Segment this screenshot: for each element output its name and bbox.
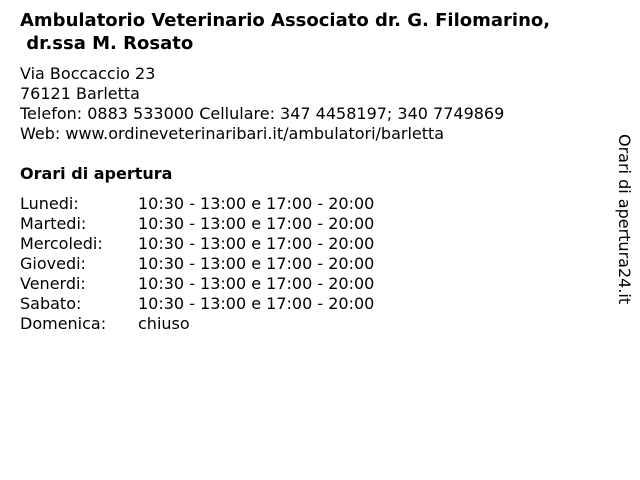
- day-hours: 10:30 - 13:00 e 17:00 - 20:00: [138, 274, 375, 293]
- day-label: Martedi:: [20, 214, 87, 233]
- opening-hours-table: [20, 194, 374, 334]
- hours-row-domenica: [20, 314, 374, 334]
- site-watermark: Orari di apertura24.it: [615, 134, 634, 305]
- day-hours: 10:30 - 13:00 e 17:00 - 20:00: [138, 214, 375, 233]
- hours-row-martedi: [20, 214, 374, 234]
- day-hours: 10:30 - 13:00 e 17:00 - 20:00: [138, 194, 375, 213]
- day-hours: 10:30 - 13:00 e 17:00 - 20:00: [138, 234, 375, 253]
- day-hours: chiuso: [138, 314, 190, 333]
- street-address: Via Boccaccio 23: [20, 64, 156, 83]
- website: Web: www.ordineveterinaribari.it/ambulatori/barletta: [20, 124, 445, 143]
- business-name-line-1: Ambulatorio Veterinario Associato dr. G. Filomarino,: [20, 10, 551, 31]
- day-label: Sabato:: [20, 294, 82, 313]
- postal-city: 76121 Barletta: [20, 84, 140, 103]
- day-label: Mercoledi:: [20, 234, 103, 253]
- address-block: [20, 64, 504, 144]
- hours-row-giovedi: [20, 254, 374, 274]
- day-hours: 10:30 - 13:00 e 17:00 - 20:00: [138, 254, 375, 273]
- phone-numbers: Telefon: 0883 533000 Cellulare: 347 4458197; 340 7749869: [20, 104, 505, 123]
- hours-row-mercoledi: [20, 234, 374, 254]
- day-label: Domenica:: [20, 314, 107, 333]
- hours-row-venerdi: [20, 274, 374, 294]
- hours-row-lunedi: [20, 194, 374, 214]
- business-name: [20, 9, 620, 55]
- opening-hours-heading: Orari di apertura: [20, 164, 173, 183]
- day-label: Lunedi:: [20, 194, 79, 213]
- business-name-line-2: dr.ssa M. Rosato: [20, 33, 194, 54]
- day-label: Giovedi:: [20, 254, 86, 273]
- hours-row-sabato: [20, 294, 374, 314]
- day-hours: 10:30 - 13:00 e 17:00 - 20:00: [138, 294, 375, 313]
- day-label: Venerdi:: [20, 274, 86, 293]
